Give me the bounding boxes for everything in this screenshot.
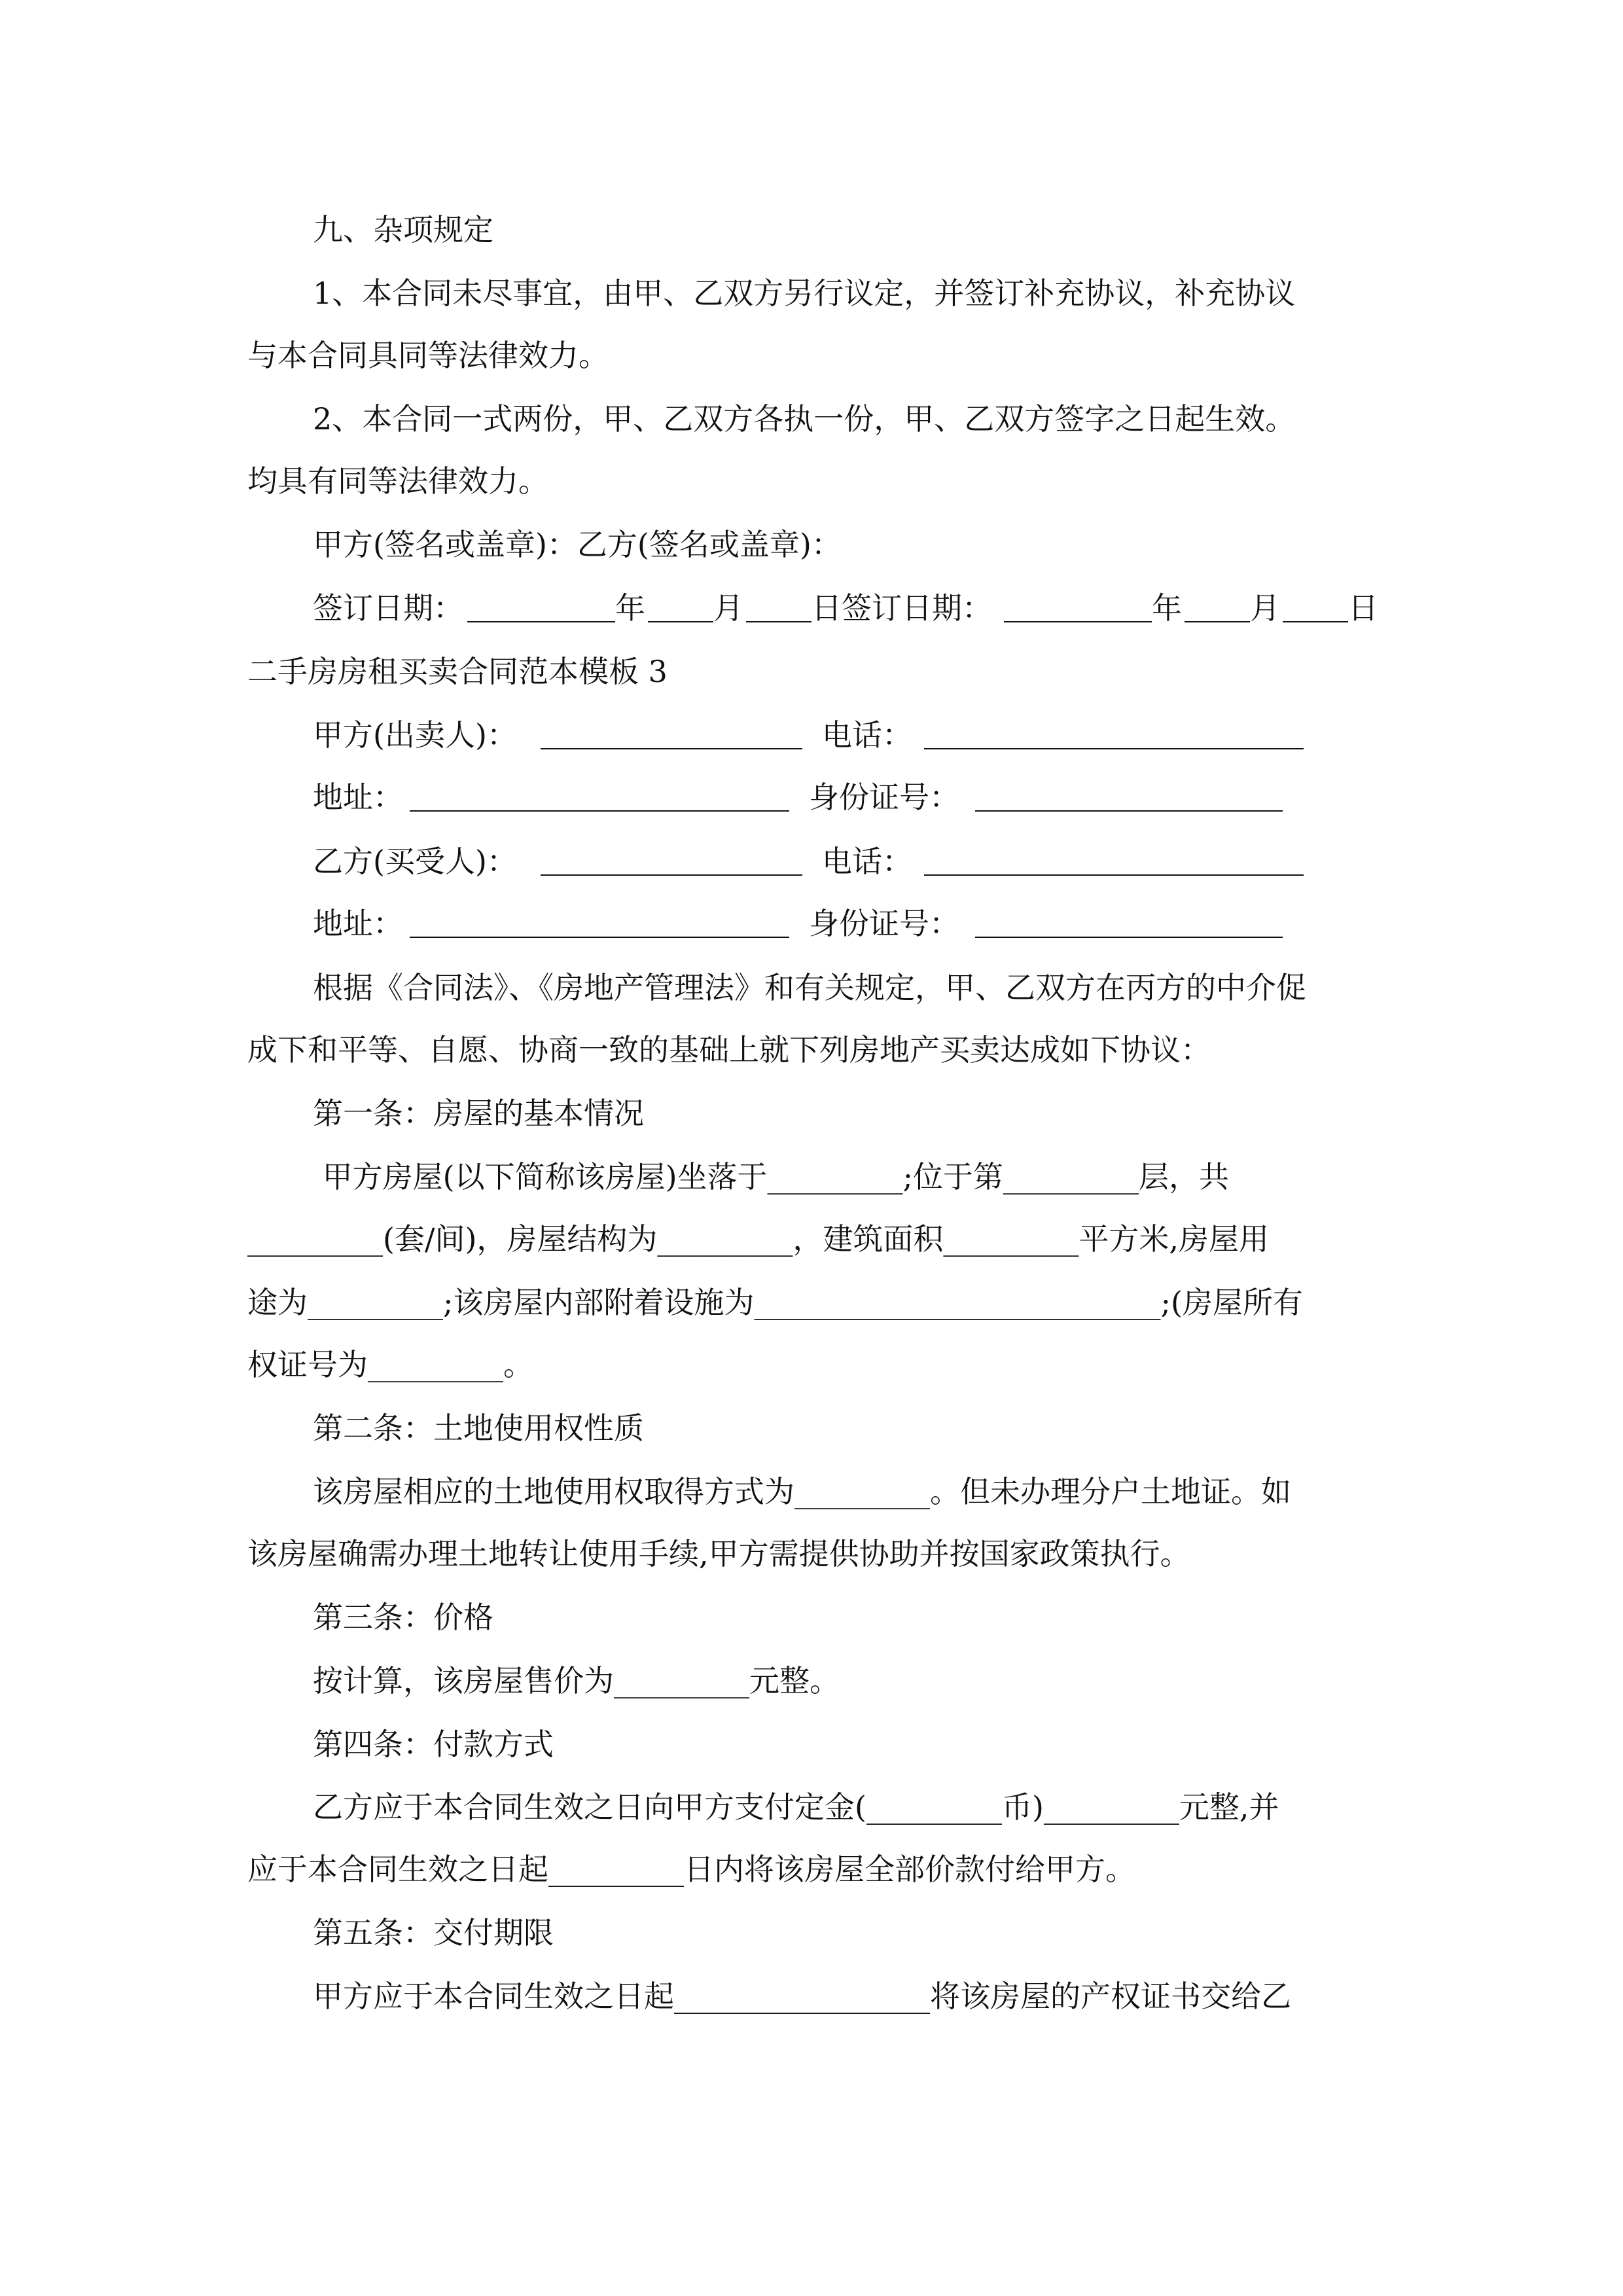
article-2-line-1: 该房屋相应的土地使用权取得方式为_________。但未办理分户土地证。如 bbox=[313, 1474, 1291, 1509]
sign-day-blank-2 bbox=[1283, 621, 1348, 622]
article-1-heading: 第一条：房屋的基本情况 bbox=[313, 1096, 644, 1131]
article-1-line-1: 甲方房屋(以下简称该房屋)坐落于_________;位于第_________层，共 bbox=[313, 1159, 1230, 1194]
sign-date-label-1: 签订日期： bbox=[313, 590, 463, 626]
day-label-2: 日 bbox=[1348, 590, 1378, 626]
party-a-row bbox=[313, 715, 1314, 755]
article-2-line-2: 该房屋确需办理土地转让使用手续,甲方需提供协助并按国家政策执行。 bbox=[247, 1536, 1190, 1571]
sign-month-blank-1 bbox=[648, 621, 713, 622]
year-label-1: 年 bbox=[615, 590, 645, 626]
intro-line-1: 根据《合同法》、《房地产管理法》和有关规定，甲、乙双方在丙方的中介促 bbox=[313, 970, 1306, 1005]
sign-month-blank-2 bbox=[1185, 621, 1250, 622]
month-label-1: 月 bbox=[713, 590, 743, 626]
party-b-label: 乙方(买受人)： bbox=[313, 844, 517, 879]
party-b-address-label: 地址： bbox=[313, 906, 403, 941]
section-9-item-1-line-1: 1、本合同未尽事宜，由甲、乙双方另行议定，并签订补充协议，补充协议 bbox=[313, 276, 1296, 311]
intro-line-2: 成下和平等、自愿、协商一致的基础上就下列房地产买卖达成如下协议： bbox=[247, 1032, 1211, 1067]
sign-date-row bbox=[313, 588, 1380, 628]
party-a-name-blank bbox=[541, 748, 802, 749]
party-a-label: 甲方(出卖人)： bbox=[313, 717, 517, 753]
article-1-line-3: 途为_________;该房屋内部附着设施为___________________________;(房屋所有 bbox=[247, 1285, 1303, 1320]
party-b-address-row bbox=[313, 904, 1314, 943]
article-3-heading: 第三条：价格 bbox=[313, 1600, 493, 1635]
section-9-item-2-line-2: 均具有同等法律效力。 bbox=[247, 463, 548, 499]
party-a-id-label: 身份证号： bbox=[809, 780, 959, 815]
party-a-phone-blank bbox=[924, 748, 1304, 749]
sign-day-blank-1 bbox=[746, 621, 812, 622]
article-4-heading: 第四条：付款方式 bbox=[313, 1727, 554, 1762]
signature-line: 甲方(签名或盖章)：乙方(签名或盖章)： bbox=[313, 527, 842, 562]
article-4-line-2: 应于本合同生效之日起_________日内将该房屋全部价款付给甲方。 bbox=[247, 1852, 1135, 1887]
article-1-line-4: 权证号为_________。 bbox=[247, 1347, 533, 1382]
party-a-address-label: 地址： bbox=[313, 780, 403, 815]
sign-year-blank-2 bbox=[1004, 621, 1152, 622]
party-a-address-blank bbox=[410, 810, 789, 812]
party-b-id-blank bbox=[975, 937, 1283, 938]
sign-date-label-2: 日签订日期： bbox=[812, 590, 992, 626]
year-label-2: 年 bbox=[1152, 590, 1182, 626]
party-b-phone-label: 电话： bbox=[822, 844, 912, 879]
article-3-line-1: 按计算，该房屋售价为_________元整。 bbox=[313, 1663, 840, 1698]
article-4-line-1: 乙方应于本合同生效之日向甲方支付定金(_________币)_________元整,并 bbox=[313, 1789, 1279, 1825]
party-b-row bbox=[313, 842, 1314, 881]
party-b-address-blank bbox=[410, 937, 789, 938]
section-9-item-1-line-2: 与本合同具同等法律效力。 bbox=[247, 338, 609, 373]
article-1-line-2: _________(套/间)，房屋结构为_________，建筑面积_________平方米,房屋用 bbox=[247, 1221, 1270, 1257]
party-a-address-row bbox=[313, 778, 1314, 817]
party-b-name-blank bbox=[541, 874, 802, 876]
article-5-line-1: 甲方应于本合同生效之日起_________________将该房屋的产权证书交给乙 bbox=[313, 1979, 1291, 2014]
section-9-item-2-line-1: 2、本合同一式两份，甲、乙双方各执一份，甲、乙双方签字之日起生效。 bbox=[313, 401, 1296, 437]
party-b-phone-blank bbox=[924, 874, 1304, 876]
article-5-heading: 第五条：交付期限 bbox=[313, 1915, 554, 1950]
party-a-id-blank bbox=[975, 810, 1283, 812]
article-2-heading: 第二条：土地使用权性质 bbox=[313, 1410, 644, 1446]
contract-3-title: 二手房房租买卖合同范本模板 3 bbox=[247, 654, 668, 689]
sign-year-blank-1 bbox=[467, 621, 615, 622]
party-a-phone-label: 电话： bbox=[822, 717, 912, 753]
month-label-2: 月 bbox=[1250, 590, 1280, 626]
party-b-id-label: 身份证号： bbox=[809, 906, 959, 941]
section-9-heading: 九、杂项规定 bbox=[313, 212, 493, 247]
